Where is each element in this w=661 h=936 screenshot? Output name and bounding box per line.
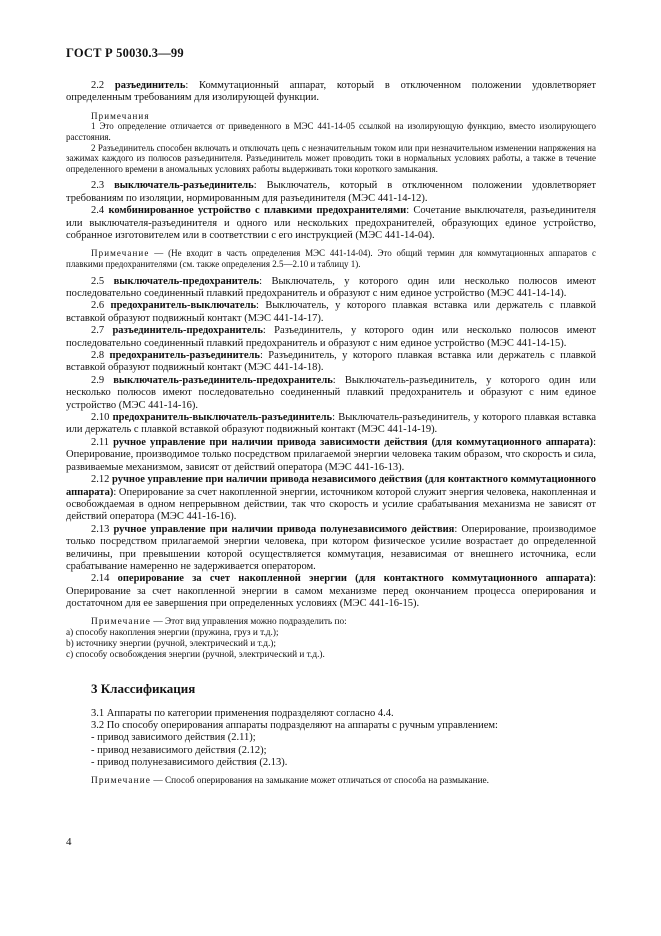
clause-number: 2.9 [91,374,114,386]
clause-text: : Оперирование за счет накопленной энергии в самом механизме перед окончанием процесса оперирования и достаточном для ее завершения при определенных условиях (МЭС 441-16-15). [66,573,596,610]
list-item: с) способу освобождения энергии (ручной, электрический и т.д.). [66,649,325,660]
clause-number: 2.14 [91,573,118,585]
clause-term: ручное управление при наличии привода независимого действия (для контактного коммутационного аппарата) [66,474,596,498]
clause-text: : Разъединитель, у которого один или несколько полюсов имеют последовательно соединенный плавкий предохранитель и образуют с ним единое устройство (МЭС 441-14-15). [66,325,597,349]
note-2-4 [66,248,596,269]
clause-text: : Оперирование, производимое только посредством прилагаемой энергии человека таким образом, что скорость и сила, развиваемые механизмом, зависят от действий оператора (МЭС 441-16-13). [66,436,596,473]
clause-text: : Оперирование за счет накопленной энергии, источником которой служит энергия человека, накопленная и освобождаемая в одном непрерывном действии, так что скорость и усилие срабатывания механизма не зависят от действий оператора (МЭС 441-16-16). [66,486,596,523]
document-header: ГОСТ Р 50030.3—99 [66,46,184,60]
page-number: 4 [66,836,72,848]
note-text: — Этот вид управления можно подразделить по: [151,616,347,627]
list-item: - привод зависимого действия (2.11); [91,732,256,744]
clause-number: 2.12 [91,474,113,486]
clause-2-7 [66,325,596,350]
clause-text: : Разъединитель, у которого плавкая вставка или держатель с плавкой вставкой образуют подвижный контакт (МЭС 441-14-18). [66,350,597,374]
clause-term: оперирование за счет накопленной энергии (для контактного коммутационного аппарата) [117,573,594,585]
clause-number: 2.13 [91,523,114,535]
clause-2-13 [66,524,596,574]
clause-2-3 [66,180,596,205]
clause-term: предохранитель-выключатель [110,300,257,312]
clause-2-10 [66,412,596,437]
section-heading: 3 Классификация [91,680,196,696]
clause-number: 2.3 [91,180,115,192]
clause-number: 2.4 [91,205,109,217]
document-body [66,80,596,787]
clause-2-4 [66,205,596,242]
clause-text: : Выключатель, у которого плавкая вставка или держатель с плавкой вставкой образуют подвижный контакт (МЭС 441-14-17). [66,300,597,324]
clause-term: выключатель-предохранитель [113,275,260,287]
clause-number: 2.11 [91,436,114,448]
clause-number: 2.5 [91,275,114,287]
clause-term: выключатель-разъединитель [114,180,254,192]
note-text: — Способ оперирования на замыкание может отличаться от способа на размыкание. [151,775,490,786]
clause-number: 2.10 [91,412,113,424]
clause-text: : Коммутационный аппарат, который в отключенном положении удовлетворяет определенным требованиям для изолирующей функции. [66,80,596,104]
clause-term: ручное управление при наличии привода полунезависимого действия [113,523,455,535]
clause-2-11 [66,437,596,474]
clause-text: : Оперирование, производимое только посредством прилагаемой энергии человека, при котором физическое усилие возрастает до определенной величины, при превышении которой осуществляется коммутация, независимая от внешнего источника, если срабатывание намеренно не задерживается оператором. [66,523,596,572]
clause-term: предохранитель-выключатель-разъединитель [112,412,333,424]
clause-text: : Выключатель-разъединитель, у которого плавкая вставка или держатель с плавкой вставкой образуют подвижный контакт (МЭС 441-14-19). [66,412,597,436]
clause-term: комбинированное устройство с плавкими предохранителями [108,205,407,217]
clause-term: разъединитель [114,80,186,91]
clause-number: 2.6 [91,300,111,312]
clause-2-9 [66,375,596,412]
clause-2-12 [66,474,596,524]
list-item: - привод полунезависимого действия (2.13). [91,757,288,769]
note-label: Примечание [91,248,150,259]
clause-term: ручное управление при наличии привода зависимости действия (для коммутационного аппарата) [113,436,594,448]
clause-2-14 [66,573,596,610]
note-item: 2 Разъединитель способен включать и отключать цепь с незначительным током или при незначительном изменении напряжения на зажимах каждого из полюсов разъединителя. Разъединитель может проводить токи в нормальных условиях работы, а также в течение определенного времени в аномальных условиях работы выдерживать токи короткого замыкания. [66,142,596,174]
clause-text: : Выключатель, который в отключенном положении удовлетворяет требованиям по изоляции, нормированным для разъединителя (МЭС 441-14-12). [66,180,596,204]
note-text: — (Не входит в часть определения МЭС 441-14-04). Это общий термин для коммутационных аппаратов с плавкими предохранителями (см. также определения 2.5—2.10 и таблицу 1). [66,248,596,269]
clause-2-8 [66,350,596,375]
note-item: 1 Это определение отличается от приведенного в МЭС 441-14-05 ссылкой на изолирующую функцию, вместо изолирующего расстояния. [66,121,596,142]
clause-2-2 [66,80,596,105]
clause-term: разъединитель-предохранитель [112,325,263,337]
clause-text: : Выключатель-разъединитель, у которого один или несколько полюсов имеют последовательно соединенный плавкий предохранитель и образуют с ним единое устройство (МЭС 441-14-16). [66,374,596,411]
clause-2-5 [66,276,596,301]
clause-term: предохранитель-разъединитель [109,350,260,362]
list-item: а) способу накопления энергии (пружина, груз и т.д.); [66,627,279,638]
note-3-2 [66,776,596,787]
clause-text: : Выключатель, у которого один или несколько полюсов имеют последовательно соединенный плавкий предохранитель и образуют с ним единое устройство (МЭС 441-14-14). [66,275,597,299]
note-2-14 [66,617,596,628]
note-label: Примечание [91,616,151,627]
clause-number: 2.2 [91,80,115,91]
note-label: Примечание [91,775,151,786]
clause-text: : Сочетание выключателя, разъединителя или выключателя-разъединителя и одного или нескольких предохранителей, образующих единое устройство, собранное изготовителем или в соответствии с его инструкцией (МЭС 441-14-04). [66,205,597,241]
clause-term: выключатель-разъединитель-предохранитель [113,374,333,386]
notes-heading: Примечания [91,110,150,121]
clause-3-2: 3.2 По способу оперирования аппараты подразделяют на аппараты с ручным управлением: [91,719,498,731]
clause-2-6 [66,300,596,325]
clause-number: 2.8 [91,350,110,362]
list-item: - привод независимого действия (2.12); [91,744,267,756]
clause-3-1: 3.1 Аппараты по категории применения подразделяют согласно 4.4. [91,707,394,719]
list-item: b) источнику энергии (ручной, электрический и т.д.); [66,638,276,649]
clause-number: 2.7 [91,325,113,337]
